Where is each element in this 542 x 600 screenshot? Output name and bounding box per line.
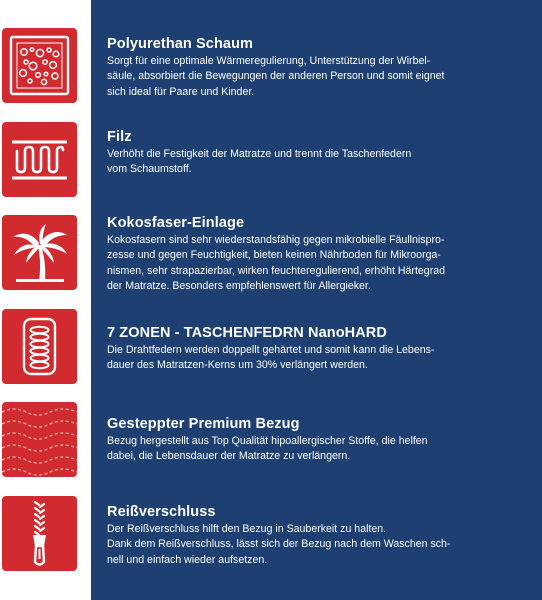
feature-description: Die Drahtfedern werden doppellt gehärtet und somit kann die Lebens- dauer des Matratzen-Kerns um 30% verlängert werden. — [107, 344, 435, 372]
felt-wave-icon — [2, 122, 77, 197]
feature-felt — [107, 129, 527, 178]
zipper-tile — [2, 496, 77, 571]
feature-quilted-cover — [107, 416, 527, 465]
palm-tree-icon — [2, 215, 77, 290]
quilt-tile — [2, 402, 77, 477]
spring-tile — [2, 309, 77, 384]
feature-title: Polyurethan Schaum — [107, 36, 254, 52]
foam-bubbles-icon — [2, 28, 77, 103]
feature-pocket-springs — [107, 325, 527, 374]
coco-tile — [2, 215, 77, 290]
feature-coconut — [107, 215, 527, 295]
feature-description: Bezug hergestellt aus Top Qualität hipoallergischer Stoffe, die helfen dabei, die Lebensdauer der Matratze zu verlängern. — [107, 435, 428, 463]
zipper-icon — [2, 496, 77, 571]
feature-title: 7 ZONEN - TASCHENFEDRN NanoHARD — [107, 325, 387, 341]
feature-title: Filz — [107, 129, 132, 145]
felt-tile — [2, 122, 77, 197]
feature-polyurethane — [107, 36, 527, 100]
feature-description: Sorgt für eine optimale Wärmeregulierung, Unterstützung der Wirbel- säule, absorbiert die Bewegungen der anderen Person und somit eignet sich ideal für Paare und Kinder. — [107, 55, 445, 98]
feature-description: Der Reißverschluss hilft den Bezug in Sauberkeit zu halten. Dank dem Reißverschluss, lässt sich der Bezug nach dem Waschen sch- nell und einfach wieder aufsetzen. — [107, 523, 451, 566]
feature-title: Reißverschluss — [107, 504, 216, 520]
foam-tile — [2, 28, 77, 103]
feature-description: Verhöht die Festigkeit der Matratze und trennt die Taschenfedern vom Schaumstoff. — [107, 148, 412, 176]
feature-description: Kokosfasern sind sehr wiederstandsfähig gegen mikrobielle Fäullnispro- zesse und gegen Feuchtigkeit, bieten keinen Nährboden für Mikroorga- nismen, sehr strapazierbar, wirken feuchteregulierend, erhöht Härtegrad der Matratze. Besonders empfehlenswert für Allergieker. — [107, 234, 446, 293]
feature-title: Kokosfaser-Einlage — [107, 215, 245, 231]
feature-title: Gesteppter Premium Bezug — [107, 416, 300, 432]
pocket-spring-icon — [2, 309, 77, 384]
quilted-fabric-icon — [2, 402, 77, 477]
feature-zipper — [107, 504, 527, 568]
